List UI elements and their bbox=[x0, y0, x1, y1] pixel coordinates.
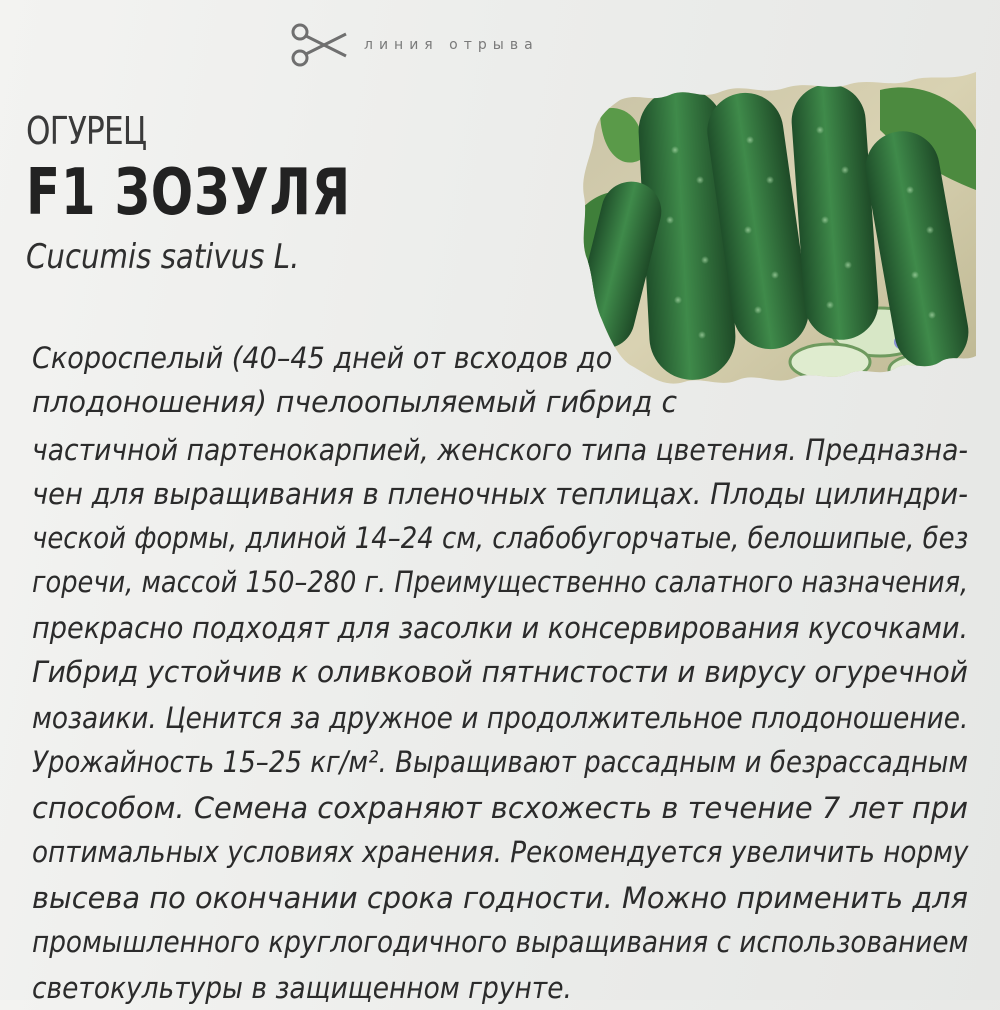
scissors-icon bbox=[288, 20, 350, 70]
description-line: чен для выращивания в пленочных теплицах. Плоды цилиндри- bbox=[32, 477, 969, 511]
description-line: прекрасно подходят для засолки и консервирования кусочками. bbox=[32, 611, 969, 645]
tear-line bbox=[288, 20, 539, 70]
description-line: Урожайность 15–25 кг/м². Выращивают рассадным и безрассадным bbox=[32, 745, 969, 779]
title-block bbox=[26, 108, 443, 280]
description-line: частичной партенокарпией, женского типа цветения. Предназна- bbox=[32, 433, 968, 467]
description-line: Гибрид устойчив к оливковой пятнистости и вирусу огуречной bbox=[32, 655, 969, 689]
variety-description bbox=[32, 336, 972, 1005]
crop-type-heading: ОГУРЕЦ bbox=[26, 109, 147, 153]
description-line: мозаики. Ценится за дружное и продолжительное плодоношение. bbox=[32, 701, 969, 735]
latin-name: Cucumis sativus L. bbox=[26, 237, 300, 277]
description-line: светокультуры в защищенном грунте. bbox=[32, 971, 572, 1005]
description-line: способом. Семена сохраняют всхожесть в течение 7 лет при bbox=[32, 791, 968, 825]
description-line: плодоношения) пчелоопыляемый гибрид с bbox=[32, 385, 678, 419]
description-line: оптимальных условиях хранения. Рекомендуется увеличить норму bbox=[32, 835, 969, 869]
description-line: промышленного круглогодичного выращивания с использованием bbox=[32, 925, 969, 959]
tear-line-label: линия отрыва bbox=[364, 37, 539, 53]
description-line: ческой формы, длиной 14–24 см, слабобугорчатые, белошипые, без bbox=[32, 521, 969, 555]
description-line: высева по окончании срока годности. Можно применить для bbox=[32, 881, 969, 915]
description-line: горечи, массой 150–280 г. Преимущественно салатного назначения, bbox=[32, 565, 969, 599]
variety-name-heading: F1 ЗОЗУЛЯ bbox=[26, 156, 351, 230]
description-line: Скороспелый (40–45 дней от всходов до bbox=[32, 341, 613, 375]
